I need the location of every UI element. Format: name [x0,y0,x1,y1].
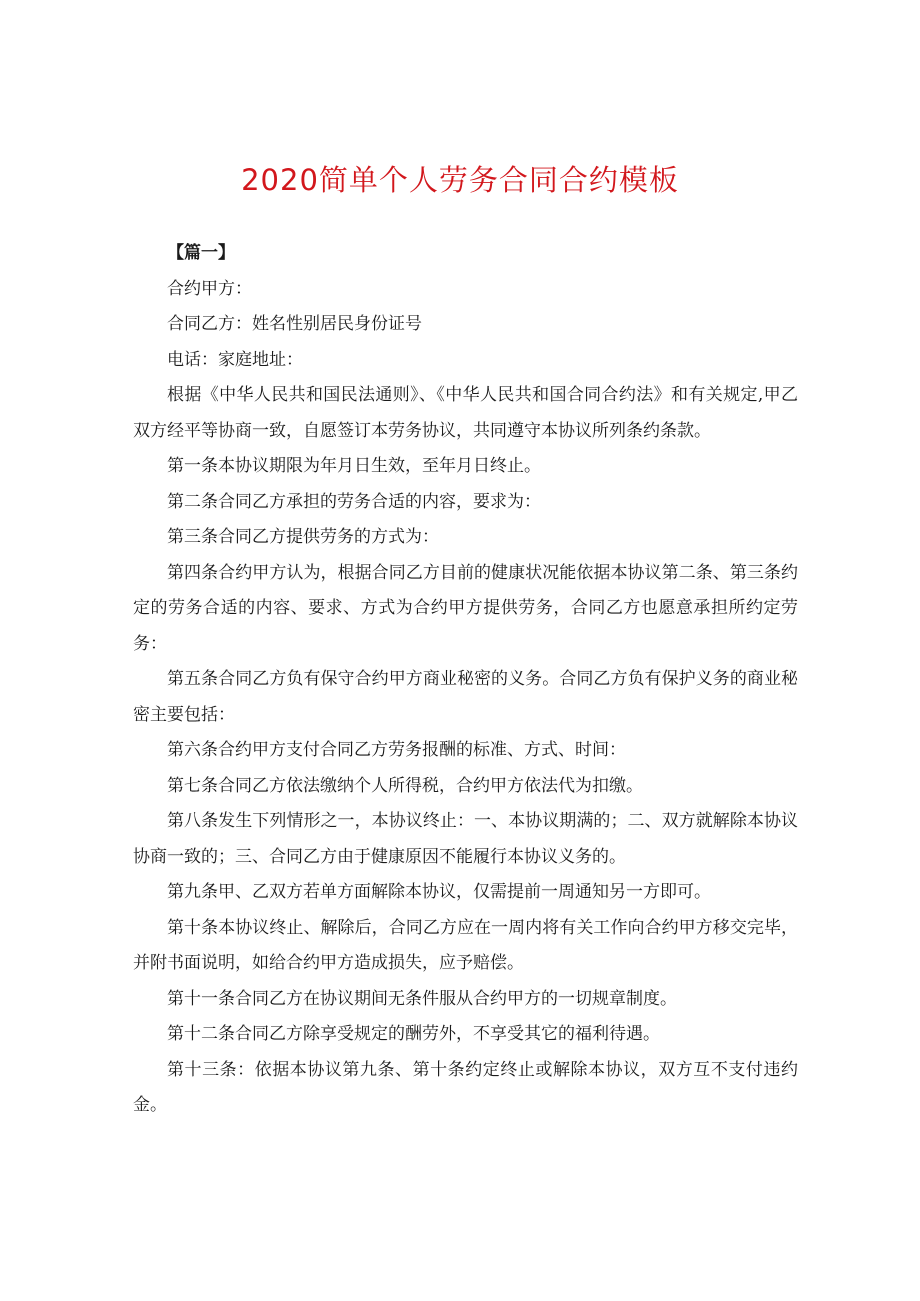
party-a-line: 合约甲方： [167,278,252,299]
clause-12: 第十二条合同乙方除享受规定的酬劳外，不享受其它的福利待遇。 [167,1024,660,1044]
preamble-paragraph: 根据《中华人民共和国民法通则》、《中华人民共和国合同合约法》和有关规定,甲乙双方经平等协商一致，自愿签订本劳务协议，共同遵守本协议所列条约条款。 [133,385,798,441]
clause-2: 第二条合同乙方承担的劳务合适的内容，要求为： [167,491,541,512]
clause-13: 第十三条：依据本协议第九条、第十条约定终止或解除本协议，双方互不支付违约金。 [133,1059,798,1115]
clause-3: 第三条合同乙方提供劳务的方式为： [167,527,439,547]
clause-9: 第九条甲、乙双方若单方面解除本协议，仅需提前一周通知另一方即可。 [167,882,711,902]
party-b-line: 合同乙方：姓名性别居民身份证号 [167,314,422,334]
clause-8: 第八条发生下列情形之一，本协议终止：一、本协议期满的；二、双方就解除本协议协商一致的；三、合同乙方由于健康原因不能履行本协议义务的。 [133,811,798,867]
clause-7: 第七条合同乙方依法缴纳个人所得税，合约甲方依法代为扣缴。 [167,775,643,796]
clause-1: 第一条本协议期限为年月日生效，至年月日终止。 [167,456,541,476]
clause-10: 第十条本协议终止、解除后，合同乙方应在一周内将有关工作向合约甲方移交完毕，并附书面说明，如给合约甲方造成损失，应予赔偿。 [133,917,798,973]
section-heading: 【篇一】 [167,243,235,263]
clause-4: 第四条合约甲方认为，根据合同乙方目前的健康状况能依据本协议第二条、第三条约定的劳务合适的内容、要求、方式为合约甲方提供劳务，合同乙方也愿意承担所约定劳务： [133,562,798,654]
contact-line: 电话：家庭地址： [167,349,303,370]
clause-5: 第五条合同乙方负有保守合约甲方商业秘密的义务。合同乙方负有保护义务的商业秘密主要包括： [133,669,798,725]
clause-6: 第六条合约甲方支付合同乙方劳务报酬的标准、方式、时间： [167,740,626,760]
document-title: 2020简单个人劳务合同合约模板 [241,163,679,197]
clause-11: 第十一条合同乙方在协议期间无条件服从合约甲方的一切规章制度。 [167,988,677,1009]
document-body [133,236,798,1124]
